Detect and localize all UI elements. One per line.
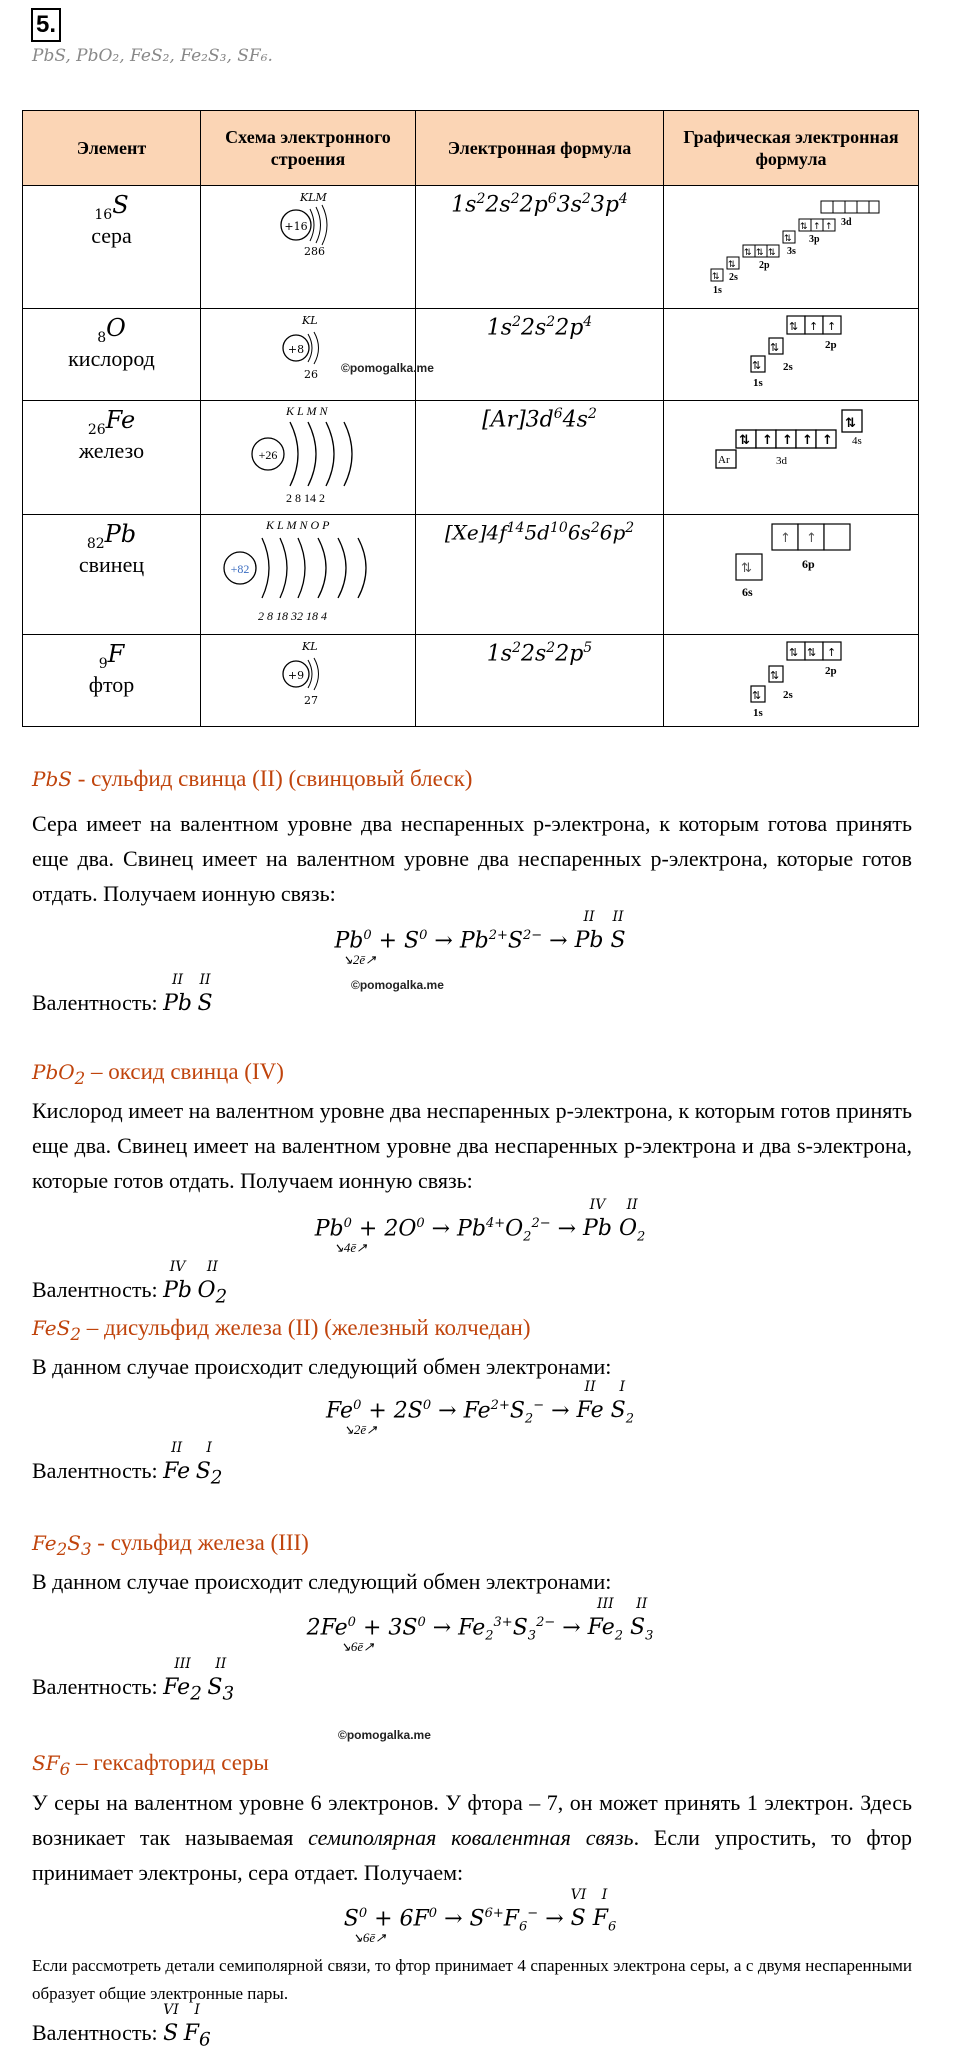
svg-text:⇅: ⇅ xyxy=(770,669,780,682)
shell-scheme xyxy=(201,635,416,727)
pbo2-heading: PbO$_2$ – оксид свинца (IV) xyxy=(32,1059,284,1088)
svg-text:↑: ↑ xyxy=(827,320,837,333)
section-heading: PbS - сульфид свинца (II) (свинцовый блеск) xyxy=(32,766,473,791)
svg-text:↑: ↑ xyxy=(802,433,813,448)
fes2-valence: Валентность: II Fe I $S_2$ xyxy=(32,1440,223,1489)
svg-text:↑: ↑ xyxy=(809,320,819,333)
sf6-equation: $S^0 + 6F^0 \to S^{6+}F_6^-$ → VI S I $F_6$ xyxy=(343,1887,617,1935)
svg-text:↑: ↑ xyxy=(825,222,833,232)
orbital-diagram-pb xyxy=(664,515,919,635)
pbs-text: Сера имеет на валентном уровне два неспаренных р-электрона, к которым готова принять еще два. Свинец имеет на валентном уровне два неспаренных р-электрона, которые готов отдать. Получаем ионную связь: xyxy=(32,811,912,906)
watermark: ©pomogalka.me xyxy=(338,1728,431,1742)
svg-text:⇅: ⇅ xyxy=(800,222,808,232)
compound-list: PbS, PbO₂, FeS₂, Fe₂S₃, SF₆. xyxy=(32,46,273,66)
svg-text:2 8 14 2: 2 8 14 2 xyxy=(286,491,325,505)
element-name: свинец xyxy=(78,551,145,577)
svg-text:27: 27 xyxy=(304,694,318,707)
orbital-diagram-s xyxy=(664,186,919,309)
table-row xyxy=(23,309,919,401)
shell-scheme xyxy=(201,186,416,309)
svg-text:3d: 3d xyxy=(841,217,852,228)
svg-text:+16: +16 xyxy=(284,220,308,233)
svg-text:3p: 3p xyxy=(809,234,820,245)
svg-text:⇅: ⇅ xyxy=(756,248,764,258)
electron-formula: $[Ar]3d^64s^2$ xyxy=(482,406,597,433)
svg-text:3s: 3s xyxy=(787,246,796,257)
svg-text:↑: ↑ xyxy=(780,531,791,546)
pbo2-equation: $Pb^0 + 2O^0 \to Pb^{4+}O_2^{2-}$ → IV Pb II $O_2$ xyxy=(314,1197,646,1245)
svg-text:1s: 1s xyxy=(713,285,722,296)
svg-text:KLM: KLM xyxy=(300,191,327,204)
svg-text:1s: 1s xyxy=(753,377,763,389)
svg-text:+82: +82 xyxy=(230,562,250,576)
svg-text:Ar: Ar xyxy=(718,454,730,466)
sf6-text: У серы на валентном уровне 6 электронов. У фтора – 7, он может принять 1 электрон. Здесь возникает так называемая семиполярная ковалентная связь. Если упростить, то фтор принимает электроны, сера отдает. Получаем: xyxy=(32,1790,912,1885)
table-row xyxy=(23,186,919,309)
header-graphic: Графическая электронная формула xyxy=(664,111,919,186)
orbital-diagram-fe xyxy=(664,401,919,515)
svg-text:↑: ↑ xyxy=(822,433,833,448)
table-row xyxy=(23,401,919,515)
electron-structure-table xyxy=(22,110,919,727)
fes2-heading: FeS$_2$ – дисульфид железа (II) (железный колчедан) xyxy=(32,1315,531,1344)
electron-transfer-mark: ↘6ē↗ xyxy=(352,1930,387,1945)
element-name: фтор xyxy=(88,671,135,697)
svg-text:26: 26 xyxy=(304,368,318,381)
header-formula: Электронная формула xyxy=(416,111,664,186)
svg-text:K L M N: K L M N xyxy=(286,404,328,418)
svg-text:4s: 4s xyxy=(852,435,862,447)
svg-text:⇅: ⇅ xyxy=(752,359,762,372)
svg-text:⇅: ⇅ xyxy=(728,260,736,270)
svg-text:286: 286 xyxy=(304,245,325,258)
svg-text:2s: 2s xyxy=(729,272,738,283)
orbital-diagram-o xyxy=(664,309,919,401)
electron-transfer-mark: ↘4ē↗ xyxy=(333,1240,368,1255)
svg-text:↑: ↑ xyxy=(827,646,837,659)
element-symbol: $_9$F xyxy=(98,640,125,672)
svg-text:⇅: ⇅ xyxy=(845,416,856,431)
sf6-valence: Валентность: VI S I $F_6$ xyxy=(32,2002,211,2051)
svg-text:2s: 2s xyxy=(783,689,793,701)
svg-text:⇅: ⇅ xyxy=(752,689,762,702)
svg-text:3d: 3d xyxy=(776,455,787,467)
header-scheme: Схема электронного строения xyxy=(201,111,416,186)
svg-text:↑: ↑ xyxy=(806,531,817,546)
svg-text:+26: +26 xyxy=(258,448,278,462)
element-symbol: $_{26}$Fe xyxy=(87,406,136,438)
orbital-diagram-f xyxy=(664,635,919,727)
svg-text:2 8 18 32 18 4: 2 8 18 32 18 4 xyxy=(258,609,327,623)
watermark: ©pomogalka.me xyxy=(341,361,434,375)
svg-text:⇅: ⇅ xyxy=(768,248,776,258)
svg-text:↑: ↑ xyxy=(762,433,773,448)
svg-text:1s: 1s xyxy=(753,707,763,719)
svg-text:6p: 6p xyxy=(802,557,815,571)
svg-text:KL: KL xyxy=(302,640,318,653)
table-row xyxy=(23,515,919,635)
svg-text:⇅: ⇅ xyxy=(744,248,752,258)
svg-text:⇅: ⇅ xyxy=(741,561,752,576)
svg-text:⇅: ⇅ xyxy=(807,646,817,659)
svg-text:+8: +8 xyxy=(287,343,305,356)
element-symbol: $_{82}$Pb xyxy=(86,520,137,552)
svg-text:2p: 2p xyxy=(825,665,837,677)
element-name: кислород xyxy=(68,345,155,371)
sf6-note: Если рассмотреть детали семиполярной связи, то фтор принимает 4 спаренных электрона серы, а с двумя неспаренными образует общие электронные пары. xyxy=(32,1956,912,2003)
svg-text:⇅: ⇅ xyxy=(784,234,792,244)
header-element: Элемент xyxy=(23,111,201,186)
electron-formula: $1s^22s^22p^5$ xyxy=(486,640,593,667)
svg-text:⇅: ⇅ xyxy=(789,646,799,659)
pbo2-valence: Валентность: IV Pb II $O_2$ xyxy=(32,1259,228,1308)
task-number: 5. xyxy=(31,8,61,42)
element-name: сера xyxy=(91,222,132,248)
table-row xyxy=(23,635,919,727)
svg-text:2s: 2s xyxy=(783,361,793,373)
pbo2-text: Кислород имеет на валентном уровне два неспаренных р-электрона, к которым готов принять еще два. Свинец имеет на валентном уровне два неспаренных р-электрона и два s-электрона, которые готов отдать. Получаем ионную связь: xyxy=(32,1098,912,1193)
svg-text:⇅: ⇅ xyxy=(739,433,750,448)
fe2s3-equation: $2Fe^0 + 3S^0 \to Fe_2^{3+}S_3^{2-}$ → III $Fe_2$ II $S_3$ xyxy=(306,1596,654,1644)
svg-text:+9: +9 xyxy=(287,669,305,682)
shell-scheme xyxy=(201,309,434,401)
element-symbol: $_{16}$S xyxy=(94,191,129,223)
pbs-section xyxy=(32,766,912,792)
electron-formula: $1s^22s^22p^63s^23p^4$ xyxy=(451,191,628,218)
electron-formula: $1s^22s^22p^4$ xyxy=(486,314,593,341)
svg-text:⇅: ⇅ xyxy=(789,320,799,333)
shell-scheme xyxy=(201,401,416,515)
fe2s3-heading: $Fe_2S_3$ - сульфид железа (III) xyxy=(32,1530,309,1559)
svg-text:K L M N O P: K L M N O P xyxy=(266,518,330,532)
svg-text:KL: KL xyxy=(302,314,318,327)
element-symbol: $_8$O xyxy=(97,314,126,346)
svg-text:2p: 2p xyxy=(759,260,770,271)
fe2s3-text: В данном случае происходит следующий обмен электронами: xyxy=(32,1569,612,1594)
pbs-equation: $Pb^0 + S^0 \to Pb^{2+}S^{2-}$ → II Pb II S xyxy=(334,909,626,954)
sf6-heading: $SF_6$ – гексафторид серы xyxy=(32,1750,269,1779)
pbs-valence: Валентность: II Pb II S xyxy=(32,972,213,1016)
electron-transfer-mark: ↘2ē↗ xyxy=(343,1422,378,1437)
electron-formula: $[Xe]4f^{14}5d^{10}6s^26p^2$ xyxy=(444,520,635,545)
fe2s3-valence: Валентность: III $Fe_2$ II $S_3$ xyxy=(32,1656,235,1705)
electron-transfer-mark: ↘6ē↗ xyxy=(340,1639,375,1654)
watermark: ©pomogalka.me xyxy=(351,978,444,992)
fes2-text: В данном случае происходит следующий обмен электронами: xyxy=(32,1354,612,1379)
svg-text:↑: ↑ xyxy=(782,433,793,448)
svg-text:6s: 6s xyxy=(742,585,753,599)
svg-text:2p: 2p xyxy=(825,339,837,351)
svg-text:↑: ↑ xyxy=(813,222,821,232)
element-name: железо xyxy=(78,437,145,463)
fes2-equation: $Fe^0 + 2S^0 \to Fe^{2+}S_2^-$ → II Fe I $S_2$ xyxy=(326,1379,634,1427)
svg-text:⇅: ⇅ xyxy=(712,272,720,282)
electron-transfer-mark: ↘2ē↗ xyxy=(342,952,377,967)
svg-text:⇅: ⇅ xyxy=(770,341,780,354)
shell-scheme xyxy=(201,515,416,635)
